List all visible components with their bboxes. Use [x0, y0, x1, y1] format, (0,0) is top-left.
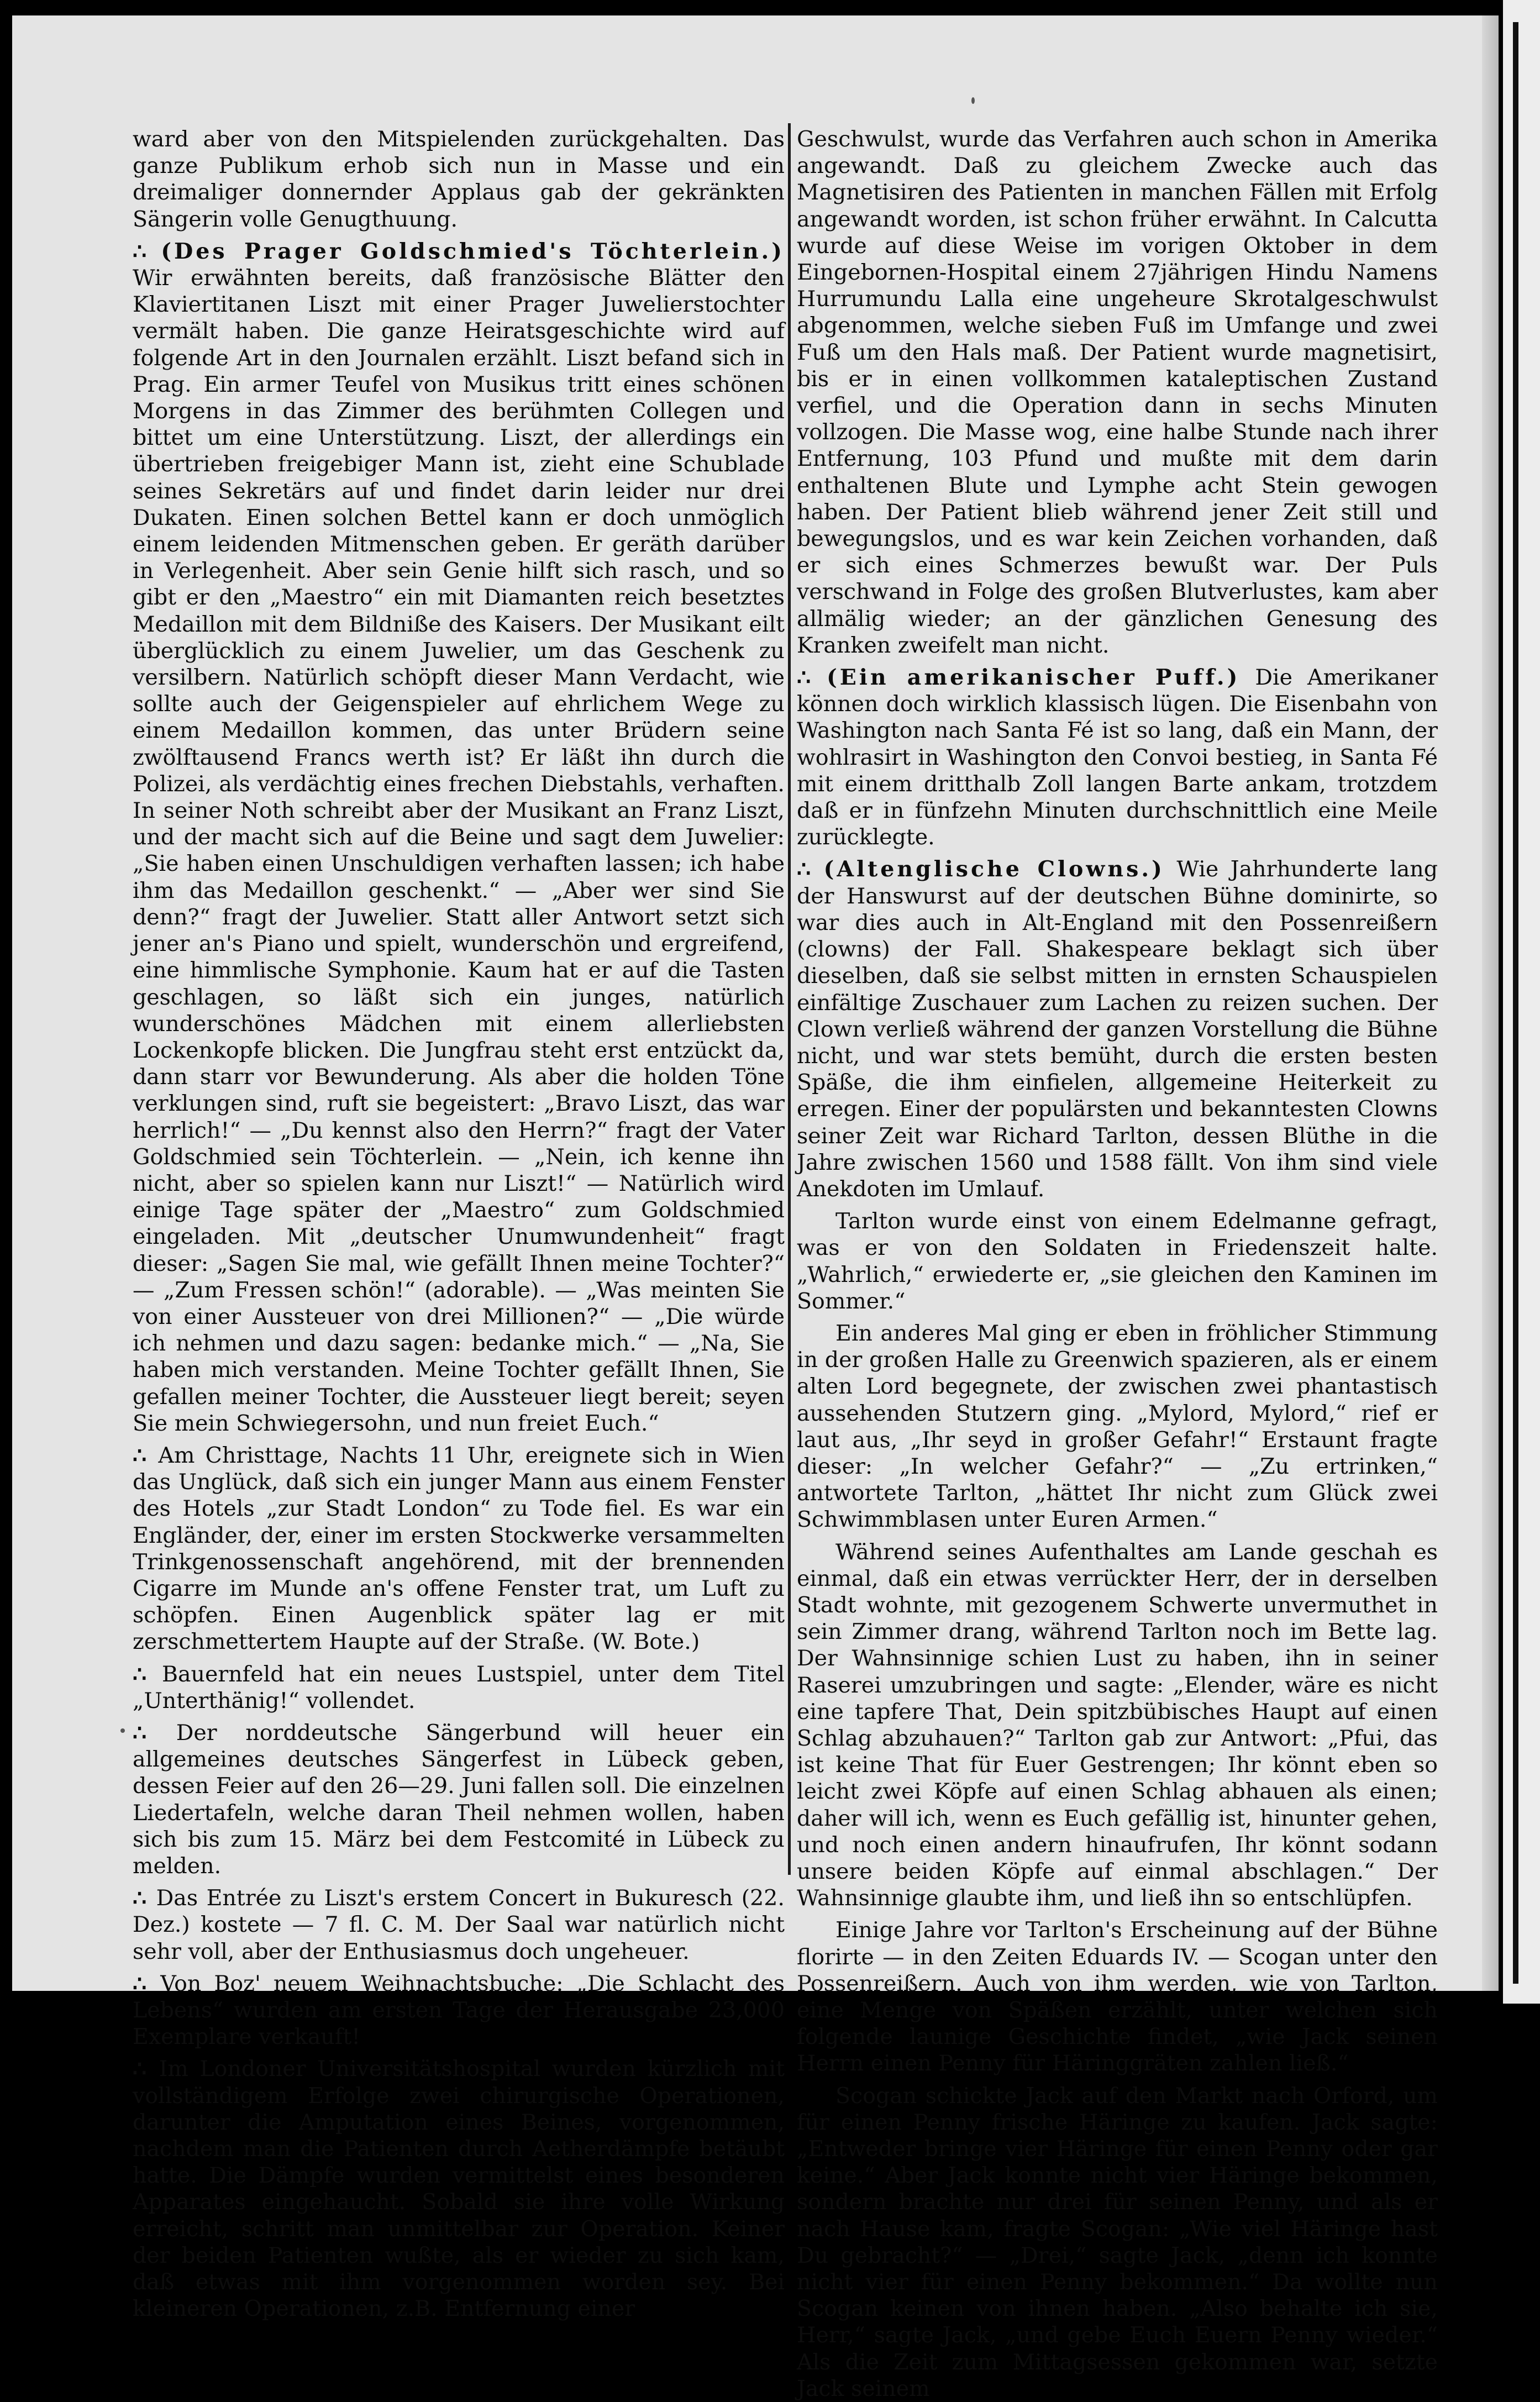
section-marker-icon: ∴ — [133, 1442, 148, 1468]
print-speck — [971, 97, 975, 104]
article-heading: (Altenglische Clowns.) — [823, 856, 1165, 882]
article-paragraph — [133, 1970, 785, 2051]
article-text: Scogan schickte Jack auf den Markt nach Orford, um für einen Penny frische Häringe zu kaufen. Jack sagte: „Entweder bringe vier Häringe für einen Penny oder gar keine.“ Aber Jack konnte nicht vier Häringe bekommen, sondern brachte nur drei für seinen Penny, und als er nach Hause kam, fragte Scogan: „Wie viel Häringe hast Du gebracht?“ — „Drei,“ sagte Jack, „denn ich konnte nicht vier für einen Penny bekommen.“ Da wollte nun Scogan keinen von ihnen haben. „Also behalte ich sie, Herr,“ sagte Jack, „und gebe Euch Euern Penny wieder.“ Als die Zeit zum Mittagsessen gekommen war, setzte Jack seinem — [797, 2083, 1438, 2401]
article-text: Wie Jahrhunderte lang der Hanswurst auf der deutschen Bühne dominirte, so war dies auch in Alt-England mit den Possenreißern (clowns) der Fall. Shakespeare beklagt sich über dieselben, daß sie selbst mitten in ernsten Schauspielen einfältige Zuschauer zum Lachen zu reizen suchen. Der Clown verließ während der ganzen Vorstellung die Bühne nicht, und war stets bemüht, durch die ersten besten Späße, die ihm einfielen, allgemeine Heiterkeit zu erregen. Einer der populärsten und bekanntesten Clowns seiner Zeit war Richard Tarlton, dessen Blüthe in die Jahre zwischen 1560 und 1588 fällt. Von ihm sind viele Anekdoten im Umlauf. — [797, 856, 1438, 1202]
section-marker-icon: ∴ — [797, 856, 812, 882]
article-paragraph — [133, 1720, 785, 1879]
article-text: Geschwulst, wurde das Verfahren auch schon in Amerika angewandt. Daß zu gleichem Zwecke auch das Magnetisiren des Patienten in manchen Fällen mit Erfolg angewandt worden, ist schon früher erwähnt. In Calcutta wurde auf diese Weise im vorigen Oktober in dem Eingebornen-Hospital einem 27jährigen Hindu Namens Hurrumundu Lalla eine ungeheure Skrotalgeschwulst abgenommen, welche sieben Fuß im Umfange und zwei Fuß um den Hals maß. Der Patient wurde magnetisirt, bis er in einen vollkommen kataleptischen Zustand verfiel, und die Operation dann in sechs Minuten vollzogen. Die Masse wog, eine halbe Stunde nach ihrer Entfernung, 103 Pfund und mußte mit dem darin enthaltenen Blute und Lymphe acht Stein gewogen haben. Der Patient blieb während jener Zeit still und bewegungslos, und es war kein Zeichen vorhanden, daß er sich eines Schmerzes bewußt war. Der Puls verschwand in Folge des großen Blutverlustes, kam aber allmälig wieder; an der gänzlichen Genesung des Kranken zweifelt man nicht. — [797, 127, 1438, 658]
article-paragraph — [797, 1208, 1438, 1315]
article-paragraph — [133, 1885, 785, 1965]
article-text: Ein anderes Mal ging er eben in fröhlicher Stimmung in der großen Halle zu Greenwich spazieren, als er einem alten Lord begegnete, der zwischen zwei phantastisch aussehenden Stutzern ging. „Mylord, Mylord,“ rief er laut aus, „Ihr seyd in großer Gefahr!“ Erstaunt fragte dieser: „In welcher Gefahr?“ — „Zu ertrinken,“ antwortete Tarlton, „hättet Ihr nicht zum Glück zwei Schwimmblasen unter Euren Armen.“ — [797, 1320, 1438, 1533]
print-speck — [120, 1728, 125, 1733]
section-marker-icon: ∴ — [133, 1885, 148, 1911]
column-divider — [788, 123, 791, 1875]
article-text: Wir erwähnten bereits, daß französische Blätter den Klaviertitanen Liszt mit einer Prager Juwelierstochter vermält haben. Die ganze Heiratsgeschichte wird auf folgende Art in den Journalen erzählt. Liszt befand sich in Prag. Ein armer Teufel von Musikus tritt eines schönen Morgens in das Zimmer des berühmten Collegen und bittet um eine Unterstützung. Liszt, der allerdings ein übertrieben freigebiger Mann ist, zieht eine Schublade seines Sekretärs auf und findet darin leider nur drei Dukaten. Einen solchen Bettel kann er doch unmöglich einem leidenden Mitmenschen geben. Er geräth darüber in Verlegenheit. Aber sein Genie hilft sich rasch, und so gibt er den „Maestro“ ein mit Diamanten reich besetztes Medaillon mit dem Bildniße des Kaisers. Der Musikant eilt überglücklich zu einem Juwelier, um das Geschenk zu versilbern. Natürlich schöpft dieser Mann Verdacht, wie sollte auch der Geigenspieler auf ehrlichem Wege zu einem Medaillon kommen, das unter Brüdern seine zwölftausend Francs werth ist? Er läßt ihn durch die Polizei, als verdächtig eines frechen Diebstahls, verhaften. In seiner Noth schreibt aber der Musikant an Franz Liszt, und der macht sich auf die Beine und sagt dem Juwelier: „Sie haben einen Unschuldigen verhaften lassen; ich habe ihm das Medaillon geschenkt.“ — „Aber wer sind Sie denn?“ fragt der Juwelier. Statt aller Antwort setzt sich jener an's Piano und spielt, wunderschön und ergreifend, eine himmlische Symphonie. Kaum hat er auf die Tasten geschlagen, so läßt sich ein junges, natürlich wunderschönes Mädchen mit einem allerliebsten Lockenkopfe blicken. Die Jungfrau steht erst entzückt da, dann starr vor Bewunderung. Als aber die holden Töne verklungen sind, ruft sie begeistert: „Bravo Liszt, das war herrlich!“ — „Du kennst also den Herrn?“ fragt der Vater Goldschmied sein Töchterlein. — „Nein, ich kenne ihn nicht, aber so spielen kann nur Liszt!“ — Natürlich wird einige Tage später der „Maestro“ zum Goldschmied eingeladen. Mit „deutscher Unumwundenheit“ fragt dieser: „Sagen Sie mal, wie gefällt Ihnen meine Tochter?“ — „Zum Fressen schön!“ (adorable). — „Was meinten Sie von einer Aussteuer von drei Millionen?“ — „Die würde ich nehmen und dazu sagen: bedanke mich.“ — „Na, Sie haben mich verstanden. Meine Tochter gefällt Ihnen, Sie gefallen meiner Tochter, die Aussteuer liegt bereit; seyen Sie mein Schwiegersohn, und nun freiet Euch.“ — [133, 265, 785, 1436]
section-marker-icon: ∴ — [133, 1970, 148, 1996]
article-text: ward aber von den Mitspielenden zurückgehalten. Das ganze Publikum erhob sich nun in Masse und ein dreimaliger donnernder Applaus gab der gekränkten Sängerin volle Genugthuung. — [133, 127, 785, 232]
section-marker-icon: ∴ — [133, 1661, 148, 1687]
scan-border — [1503, 0, 1540, 2004]
article-paragraph — [797, 664, 1438, 850]
article-text: Von Boz' neuem Weihnachtsbuche: „Die Schlacht des Lebens“ wurden am ersten Tage der Herausgabe 23,000 Exemplare verkauft! — [133, 1970, 785, 2050]
article-paragraph — [797, 126, 1438, 659]
article-paragraph — [133, 238, 785, 1437]
article-text: Am Christtage, Nachts 11 Uhr, ereignete sich in Wien das Unglück, daß sich ein junger Mann aus einem Fenster des Hotels „zur Stadt London“ zu Tode fiel. Es war ein Engländer, der, einer im ersten Stockwerke versammelten Trinkgenossenschaft angehörend, mit der brennenden Cigarre im Munde an's offene Fenster trat, um Luft zu schöpfen. Einen Augenblick später lag er mit zerschmettertem Haupte auf der Straße. (W. Bote.) — [133, 1442, 785, 1655]
article-text: Bauernfeld hat ein neues Lustspiel, unter dem Titel „Unterthänig!“ vollendet. — [133, 1661, 785, 1714]
article-paragraph — [133, 1442, 785, 1655]
article-paragraph — [797, 2083, 1438, 2402]
article-text: Im Londoner Universitätshospital wurden kürzlich mit vollständigem Erfolge zwei chirurgische Operationen, darunter die Amputation eines Beines, vorgenommen, nachdem man die Patienten durch Aetherdämpfe betäubt hatte. Die Dämpfe wurden vermittelst eines besonderen Apparates eingehaucht. Sobald sie ihre volle Wirkung erreicht, schritt man unmittelbar zur Operation. Keiner der beiden Patienten wußte, als er wieder zu sich kam, daß etwas mit ihm vorgenommen worden sey. Bei kleineren Operationen, z.B. Entfernung einer — [133, 2056, 785, 2322]
article-paragraph — [133, 1661, 785, 1714]
scan-border-rule — [1513, 22, 1518, 1984]
section-marker-icon: ∴ — [797, 665, 812, 691]
article-heading: (Ein amerikanischer Puff.) — [827, 665, 1241, 691]
section-marker-icon: ∴ — [133, 238, 148, 264]
section-marker-icon: ∴ — [133, 1720, 148, 1746]
article-paragraph — [797, 1320, 1438, 1533]
article-text: Der norddeutsche Sängerbund will heuer ein allgemeines deutsches Sängerfest in Lübeck geben, dessen Feier auf den 26—29. Juni fallen soll. Die einzelnen Liedertafeln, welche daran Theil nehmen wollen, haben sich bis zum 15. März bei dem Festcomité in Lübeck zu melden. — [133, 1720, 785, 1879]
article-paragraph — [797, 1539, 1438, 1912]
article-paragraph — [133, 2056, 785, 2322]
right-column — [797, 126, 1438, 2401]
newspaper-page — [12, 15, 1499, 2401]
page-edge-shadow — [1482, 15, 1499, 1991]
article-text: Tarlton wurde einst von einem Edelmanne gefragt, was er von den Soldaten in Friedenszeit halte. „Wahrlich,“ erwiederte er, „sie gleichen den Kaminen im Sommer.“ — [797, 1208, 1438, 1314]
left-column — [133, 126, 785, 2322]
article-paragraph — [797, 856, 1438, 1202]
article-text: Einige Jahre vor Tarlton's Erscheinung auf der Bühne florirte — in den Zeiten Eduards IV. — Scogan unter den Possenreißern. Auch von ihm werden, wie von Tarlton, eine Menge von Späßen erzählt, unter welchen sich folgende launige Geschichte findet, „wie Jack seinen Herrn einen Penny für Häringgräten zahlen ließ.“ — [797, 1917, 1438, 2077]
article-paragraph — [797, 1917, 1438, 2077]
article-heading: (Des Prager Goldschmied's Töchterlein.) — [161, 238, 785, 264]
article-text: Die Amerikaner können doch wirklich klassisch lügen. Die Eisenbahn von Washington nach Santa Fé ist so lang, daß ein Mann, der wohlrasirt in Washington den Convoi bestieg, in Santa Fé mit einem dritthalb Zoll langen Barte ankam, trotzdem daß er in fünfzehn Minuten durchschnittlich eine Meile zurücklegte. — [797, 665, 1438, 850]
section-marker-icon: ∴ — [133, 2056, 148, 2082]
article-text: Das Entrée zu Liszt's erstem Concert in Bukuresch (22. Dez.) kostete — 7 fl. C. M. Der Saal war natürlich nicht sehr voll, aber der Enthusiasmus doch ungeheuer. — [133, 1885, 785, 1964]
article-paragraph — [133, 126, 785, 233]
article-text: Während seines Aufenthaltes am Lande geschah es einmal, daß ein etwas verrückter Herr, der in derselben Stadt wohnte, mit gezogenem Schwerte unvermuthet in sein Zimmer drang, während Tarlton noch im Bette lag. Der Wahnsinnige schien Lust zu haben, ihn in seiner Raserei umzubringen und sagte: „Elender, wäre es nicht eine tapfere That, Dein spitzbübisches Haupt auf einen Schlag abzuhauen?“ Tarlton gab zur Antwort: „Pfui, das ist keine That für Euer Gestrengen; Ihr könnt eben so leicht zwei Köpfe auf einen Schlag abhauen als einen; daher will ich, wenn es Euch gefällig ist, hinunter gehen, und noch einen andern hinaufrufen, Ihr könnt sodann unsere beiden Köpfe auf einmal abschlagen.“ Der Wahnsinnige glaubte ihm, und ließ ihn so entschlüpfen. — [797, 1539, 1438, 1911]
